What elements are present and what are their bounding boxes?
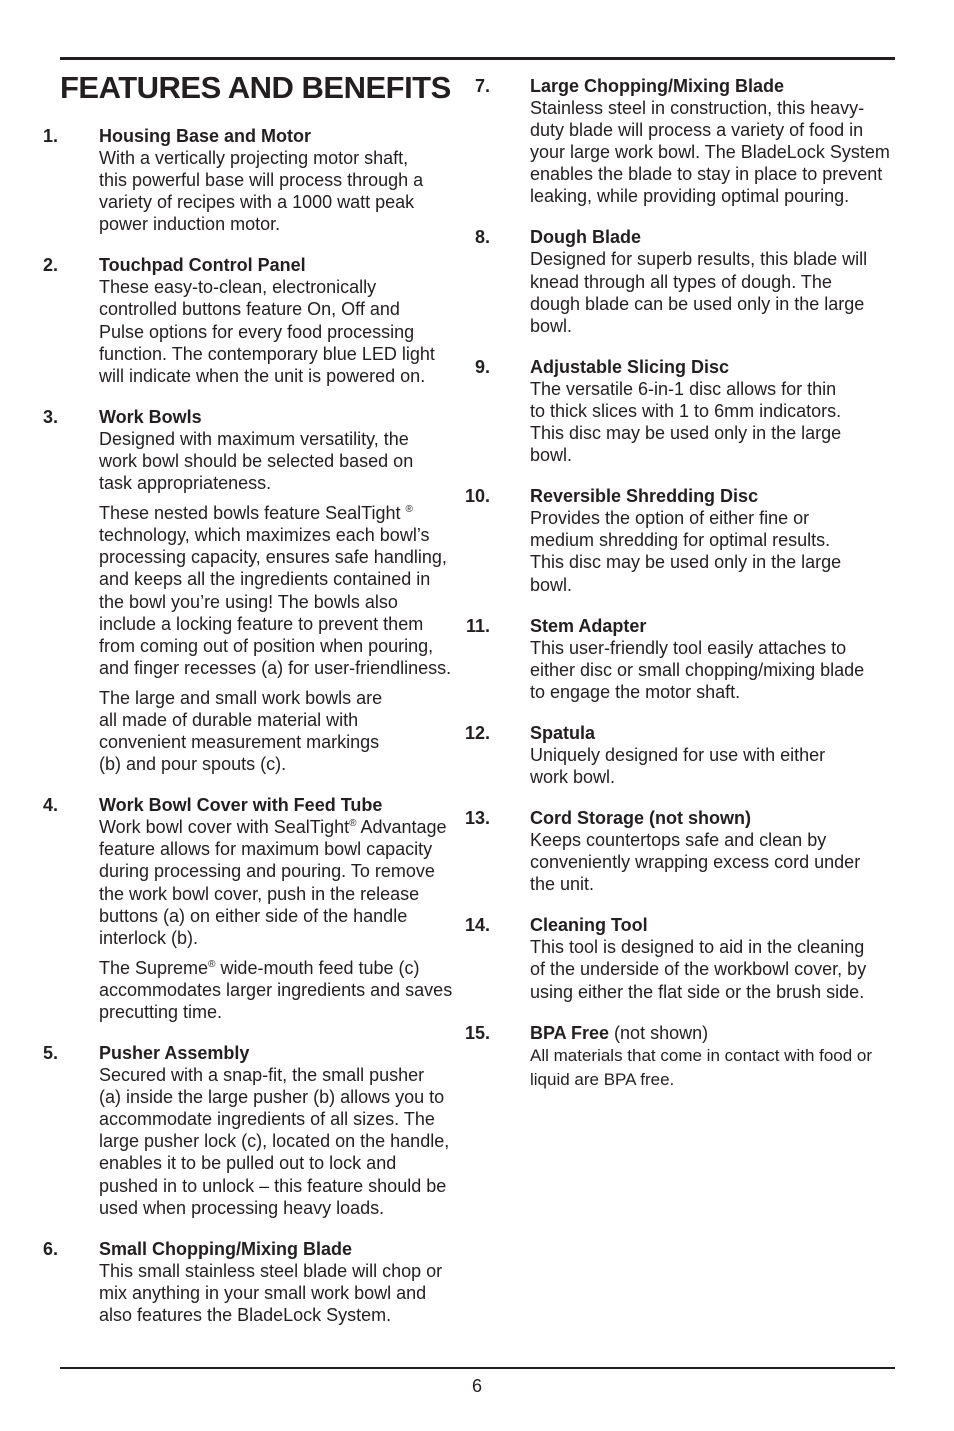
page-number: 6 xyxy=(471,1376,482,1396)
feature-heading-text: Dough Blade xyxy=(530,227,641,248)
feature-heading-text: Stem Adapter xyxy=(530,615,647,636)
feature-description: This small stainless steel blade will chop or mix anything in your small work bowl and also features the BladeLock System. xyxy=(99,1260,443,1325)
feature-item-bpa-free xyxy=(464,1022,902,1092)
feature-description: These nested bowls feature SealTight ® technology, which maximizes each bowl’s processing capacity, ensures safe handling, and keeps all the ingredients contained in the bowl you’re using! The bowls also include a locking feature to prevent them from coming out of position when pouring, and finger recesses (a) for user-friendliness. xyxy=(99,503,452,678)
feature-number: 4. xyxy=(42,795,58,816)
feature-number: 3. xyxy=(42,406,58,427)
feature-heading-note: (not shown) xyxy=(614,1022,709,1043)
right-column xyxy=(464,75,902,1111)
feature-heading xyxy=(474,226,902,248)
feature-heading-text: BPA Free xyxy=(530,1022,610,1043)
feature-description: These easy-to-clean, electronically controlled buttons feature On, Off and Pulse options for every food processing function. The contemporary blue LED light will indicate when the unit is powered on. xyxy=(99,277,435,386)
feature-item-work-bowl-cover-with-feed-tube xyxy=(42,794,472,1023)
feature-heading-text: Work Bowls xyxy=(99,406,202,427)
feature-description: Designed for superb results, this blade will knead through all types of dough. The dough blade can be used only in the large bowl. xyxy=(530,249,868,336)
feature-number: 7. xyxy=(474,76,490,96)
feature-description: Uniquely designed for use with either work bowl. xyxy=(530,744,826,787)
feature-heading-text: Adjustable Slicing Disc xyxy=(530,356,730,377)
feature-heading-text: Large Chopping/Mixing Blade xyxy=(530,76,785,96)
feature-heading xyxy=(42,1238,472,1260)
feature-description: Keeps countertops safe and clean by conveniently wrapping excess cord under the unit. xyxy=(530,830,861,895)
feature-description: Provides the option of either fine or medium shredding for optimal results. This disc may be used only in the large bowl. xyxy=(530,508,842,595)
feature-heading xyxy=(42,1042,472,1064)
page-title: FEATURES AND BENEFITS xyxy=(60,70,451,105)
feature-heading xyxy=(42,254,472,276)
feature-item-reversible-shredding-disc xyxy=(464,485,902,595)
feature-item-stem-adapter xyxy=(465,615,902,703)
feature-heading-text: Pusher Assembly xyxy=(99,1043,250,1064)
feature-item-small-chopping-mixing-blade xyxy=(42,1238,472,1326)
feature-item-adjustable-slicing-disc xyxy=(474,356,902,466)
feature-number: 12. xyxy=(464,722,490,743)
feature-heading-text: Cord Storage (not shown) xyxy=(530,808,751,829)
feature-number: 1. xyxy=(42,126,58,146)
feature-heading xyxy=(465,615,902,637)
feature-number: 13. xyxy=(464,808,490,829)
feature-heading xyxy=(464,1022,902,1044)
feature-description: This user-friendly tool easily attaches to either disc or small chopping/mixing blade to engage the motor shaft. xyxy=(530,637,865,702)
feature-item-cleaning-tool xyxy=(464,914,902,1002)
feature-item-large-chopping-mixing-blade xyxy=(474,75,902,207)
top-rule xyxy=(60,57,895,60)
feature-description: All materials that come in contact with food or liquid are BPA free. xyxy=(530,1045,873,1089)
feature-number: 15. xyxy=(464,1022,490,1043)
feature-description: Work bowl cover with SealTight® Advantage feature allows for maximum bowl capacity during processing and pouring. To remove the work bowl cover, push in the release buttons (a) on either side of the handle interlock (b). xyxy=(99,817,447,948)
feature-number: 5. xyxy=(42,1043,58,1064)
feature-heading-text: Touchpad Control Panel xyxy=(99,255,306,276)
feature-number: 6. xyxy=(42,1238,58,1259)
feature-heading-text: Housing Base and Motor xyxy=(99,126,312,146)
feature-item-spatula xyxy=(464,722,902,788)
bottom-rule xyxy=(60,1367,895,1369)
feature-heading-text: Spatula xyxy=(530,722,596,743)
feature-item-cord-storage-not-shown xyxy=(464,807,902,895)
feature-heading xyxy=(42,406,472,428)
feature-description: The versatile 6-in-1 disc allows for thin to thick slices with 1 to 6mm indicators. This disc may be used only in the large bowl. xyxy=(530,378,842,466)
feature-description: This tool is designed to aid in the cleaning of the underside of the workbowl cover, by using either the flat side or the brush side. xyxy=(530,937,867,1002)
feature-item-housing-base-and-motor xyxy=(42,125,472,235)
feature-heading xyxy=(474,75,902,97)
feature-heading xyxy=(464,914,902,936)
feature-heading xyxy=(464,807,902,829)
feature-heading xyxy=(464,485,902,507)
left-column xyxy=(42,125,472,1345)
registered-mark: ® xyxy=(208,958,216,970)
registered-mark: ® xyxy=(349,818,357,830)
feature-heading-text: Work Bowl Cover with Feed Tube xyxy=(99,795,383,816)
feature-number: 9. xyxy=(474,356,490,377)
feature-number: 2. xyxy=(42,255,58,276)
feature-item-touchpad-control-panel xyxy=(42,254,472,386)
feature-number: 8. xyxy=(474,227,490,248)
feature-description: Stainless steel in construction, this heavy- duty blade will process a variety of food in your large work bowl. The BladeLock System enables the blade to stay in place to prevent leaking, while providing optimal pouring. xyxy=(530,98,890,207)
feature-heading xyxy=(42,125,472,147)
feature-item-work-bowls xyxy=(42,406,472,775)
feature-description: The large and small work bowls are all made of durable material with convenient measurement markings (b) and pour spouts (c). xyxy=(99,687,383,775)
feature-description: The Supreme® wide-mouth feed tube (c) accommodates larger ingredients and saves precutting time. xyxy=(99,957,453,1022)
feature-heading-text: Small Chopping/Mixing Blade xyxy=(99,1238,353,1259)
feature-number: 11. xyxy=(465,615,490,636)
feature-heading xyxy=(474,356,902,378)
feature-number: 14. xyxy=(464,915,490,936)
feature-heading xyxy=(42,794,472,816)
feature-number: 10. xyxy=(464,486,490,507)
feature-item-pusher-assembly xyxy=(42,1042,472,1219)
feature-description: With a vertically projecting motor shaft, this powerful base will process through a variety of recipes with a 1000 watt peak power induction motor. xyxy=(99,148,424,235)
feature-item-dough-blade xyxy=(474,226,902,336)
feature-description: Secured with a snap-fit, the small pusher (a) inside the large pusher (b) allows you to accommodate ingredients of all sizes. The large pusher lock (c), located on the handle, enables it to be pulled out to lock and pushed in to unlock – this feature should be used when processing heavy loads. xyxy=(99,1065,450,1218)
feature-heading xyxy=(464,722,902,744)
registered-mark: ® xyxy=(405,504,413,516)
feature-heading-text: Reversible Shredding Disc xyxy=(530,486,759,507)
feature-heading-text: Cleaning Tool xyxy=(530,915,648,936)
feature-description: Designed with maximum versatility, the work bowl should be selected based on task appropriateness. xyxy=(99,428,414,494)
